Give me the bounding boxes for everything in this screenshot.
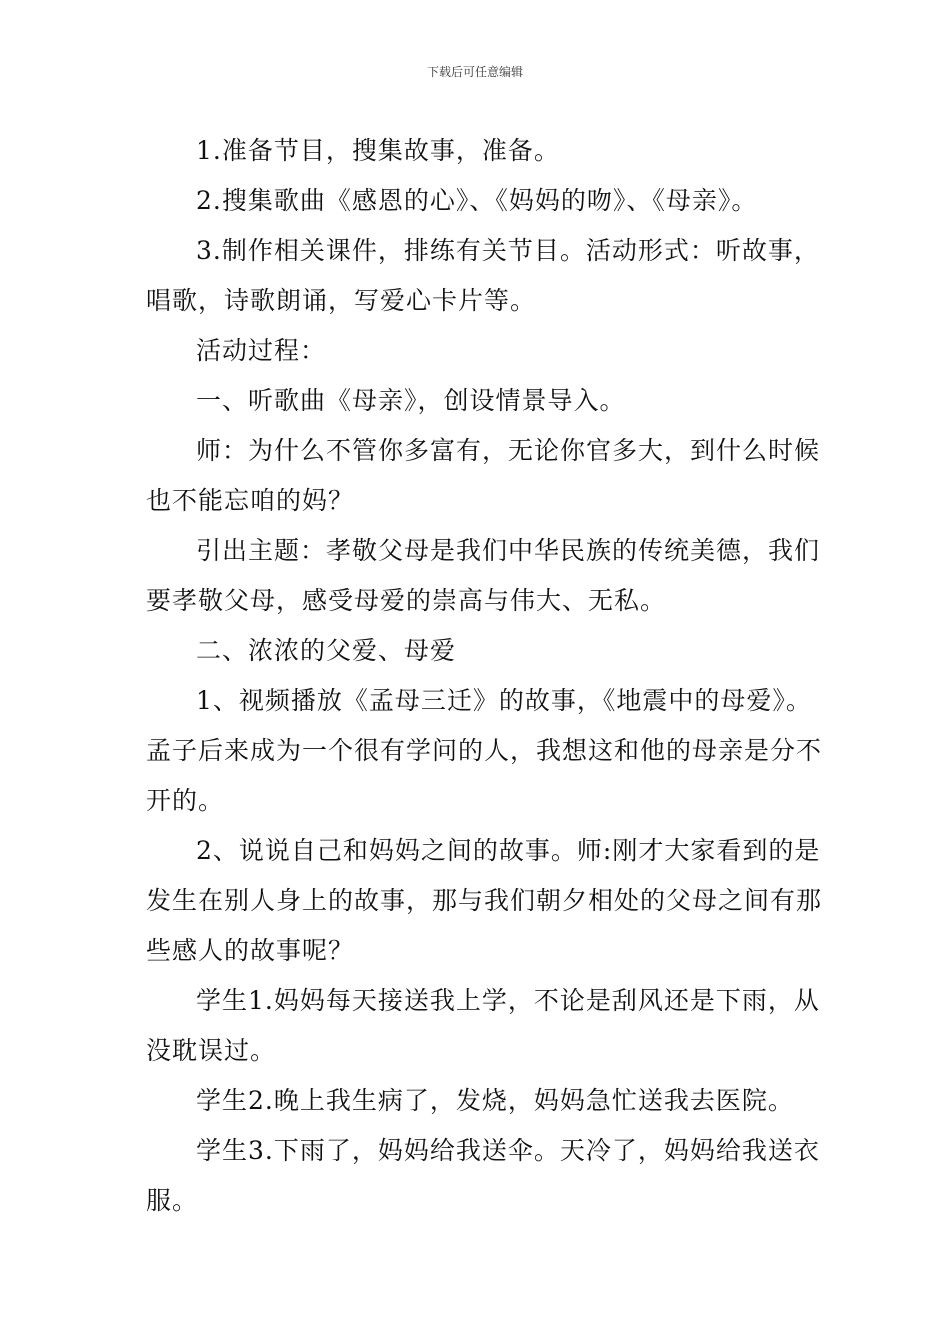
paragraph-preparation-2: 2.搜集歌曲《感恩的心》、《妈妈的吻》、《母亲》。 [196,186,758,215]
paragraph-theme: 引出主题：孝敬父母是我们中华民族的传统美德，我们要孝敬父母，感受母爱的崇高与伟大、无私。 [146,536,821,615]
paragraph-teacher-question: 师：为什么不管你多富有，无论你官多大，到什么时候也不能忘咱的妈？ [146,436,821,515]
paragraph-process-heading: 活动过程： [196,336,327,365]
paragraph-section-1-heading: 一、听歌曲《母亲》，创设情景导入。 [196,386,626,415]
document-body [146,126,822,1226]
paragraph-preparation-1: 1.准备节目，搜集故事，准备。 [196,136,560,165]
paragraph-student-1: 学生1.妈妈每天接送我上学，不论是刮风还是下雨，从没耽误过。 [146,986,820,1065]
paragraph-student-2: 学生2.晚上我生病了，发烧，妈妈急忙送我去医院。 [196,1086,794,1115]
paragraph-student-3: 学生3.下雨了，妈妈给我送伞。天冷了，妈妈给我送衣服。 [146,1136,820,1215]
paragraph-stories: 2、说说自己和妈妈之间的故事。师:刚才大家看到的是发生在别人身上的故事，那与我们朝夕相处的父母之间有那些感人的故事呢？ [146,836,823,965]
paragraph-section-2-heading: 二、浓浓的父爱、母爱 [196,636,457,665]
paragraph-video: 1、视频播放《孟母三迁》的故事，《地震中的母爱》。孟子后来成为一个很有学问的人，我想这和他的母亲是分不开的。 [146,686,823,815]
page-header: 下载后可任意编辑 [426,65,523,79]
paragraph-preparation-3: 3.制作相关课件，排练有关节目。活动形式：听故事，唱歌，诗歌朗诵，写爱心卡片等。 [146,236,820,315]
